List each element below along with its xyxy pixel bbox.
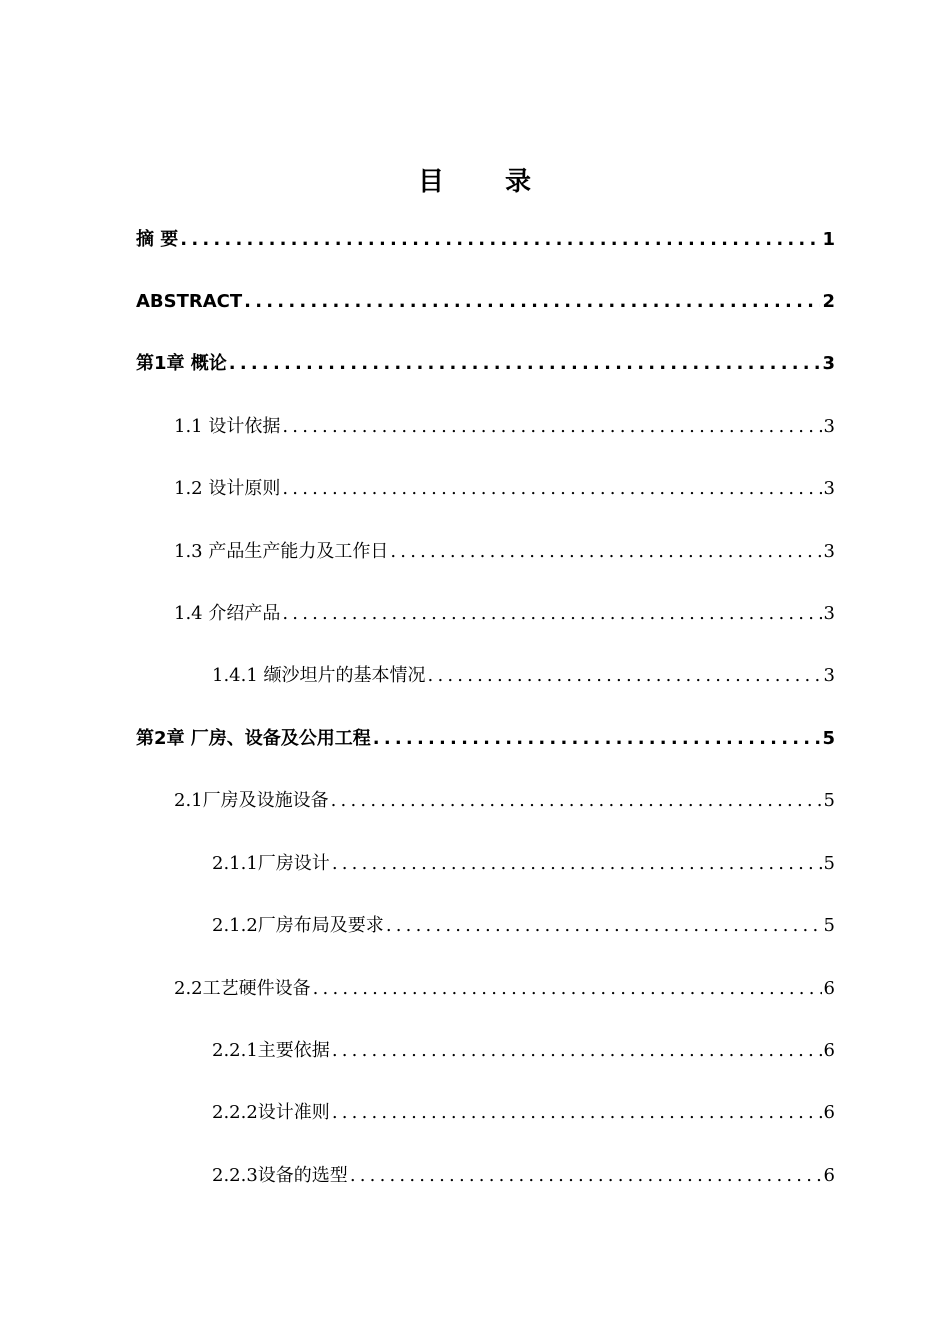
toc-entry-label: 2.2.3设备的选型 (212, 1165, 348, 1186)
toc-entry[interactable] (212, 654, 835, 688)
toc-leader-dots (282, 602, 821, 626)
toc-leader-dots (350, 1164, 822, 1188)
toc-entry-page: 3 (823, 478, 835, 499)
toc-entry-label: 1.2 设计原则 (174, 478, 281, 499)
toc-leader-dots (331, 789, 822, 813)
toc-leader-dots (332, 1101, 822, 1125)
toc-entry-label: 1.1 设计依据 (174, 416, 281, 437)
toc-entry-label: 2.1.1厂房设计 (212, 853, 330, 874)
toc-entry-page: 5 (823, 790, 835, 811)
toc-entry-page: 5 (823, 915, 835, 936)
toc-entry-page: 3 (823, 603, 835, 624)
toc-leader-dots (229, 352, 821, 376)
toc-entry-page: 3 (823, 416, 835, 437)
toc-entry-page: 6 (823, 1040, 835, 1061)
toc-entry[interactable] (212, 904, 835, 938)
toc-leader-dots (313, 977, 822, 1001)
toc-entry-page: 3 (823, 665, 835, 686)
toc-entry-page: 1 (822, 229, 835, 250)
toc-entry[interactable] (174, 467, 835, 501)
toc-entry-label: 2.1.2厂房布局及要求 (212, 915, 384, 936)
toc-entry[interactable] (136, 342, 835, 376)
toc-entry[interactable] (136, 218, 835, 252)
toc-entry-label: 1.3 产品生产能力及工作日 (174, 541, 389, 562)
toc-entry-page: 6 (823, 978, 835, 999)
toc-leader-dots (332, 1039, 822, 1063)
toc-entry-label: 第1章 概论 (136, 353, 227, 374)
toc-entry-label: 2.2.1主要依据 (212, 1040, 330, 1061)
toc-entry-label: 2.1厂房及设施设备 (174, 790, 329, 811)
toc-leader-dots (180, 228, 820, 252)
toc-leader-dots (373, 727, 821, 751)
toc-entry[interactable] (174, 592, 835, 626)
toc-entry[interactable] (174, 967, 835, 1001)
toc-entry[interactable] (212, 1029, 835, 1063)
toc-entry-page: 6 (823, 1165, 835, 1186)
toc-entry-label: 摘 要 (136, 229, 179, 250)
toc-entry-label: 2.2工艺硬件设备 (174, 978, 311, 999)
toc-entry[interactable] (212, 842, 835, 876)
toc-entry-label: 1.4 介绍产品 (174, 603, 281, 624)
toc-leader-dots (282, 415, 821, 439)
toc-entry[interactable] (212, 1091, 835, 1125)
toc-entry[interactable] (174, 779, 835, 813)
toc-entry-page: 3 (823, 541, 835, 562)
toc-entry-page: 5 (822, 728, 835, 749)
toc-entry-page: 5 (823, 853, 835, 874)
toc-leader-dots (332, 852, 822, 876)
toc-entry-label: 1.4.1 缬沙坦片的基本情况 (212, 665, 426, 686)
toc-entry[interactable] (136, 717, 835, 751)
toc-entry-page: 3 (822, 353, 835, 374)
toc-entry-label: 2.2.2设计准则 (212, 1102, 330, 1123)
toc-leader-dots (282, 477, 821, 501)
toc-leader-dots (390, 540, 821, 564)
toc-entry[interactable] (212, 1154, 835, 1188)
toc-entry-label: ABSTRACT (136, 291, 243, 312)
toc-entry[interactable] (136, 280, 835, 314)
toc-entry[interactable] (174, 530, 835, 564)
toc-entry-page: 2 (822, 291, 835, 312)
toc-entry-page: 6 (823, 1102, 835, 1123)
toc-leader-dots (428, 664, 822, 688)
toc-entry-label: 第2章 厂房、设备及公用工程 (136, 728, 371, 749)
toc-entry[interactable] (174, 405, 835, 439)
toc-leader-dots (386, 914, 822, 938)
toc-leader-dots (244, 290, 820, 314)
toc-title: 目 录 (417, 167, 558, 197)
